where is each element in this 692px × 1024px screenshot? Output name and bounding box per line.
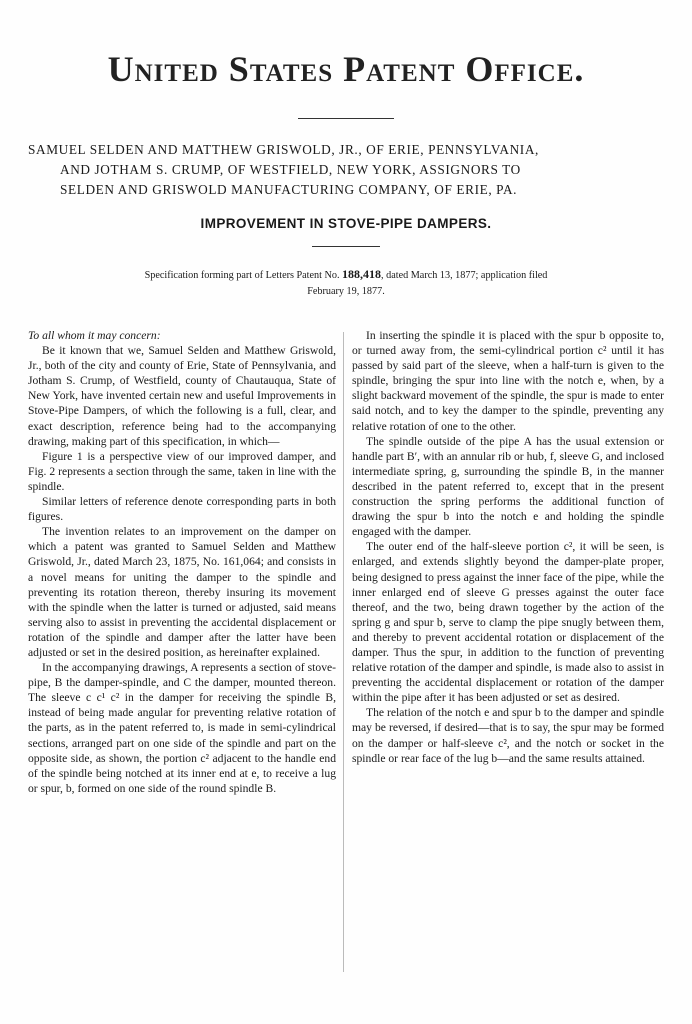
- specification-line: [40, 266, 652, 300]
- paragraph: Figure 1 is a perspective view of our improved damper, and Fig. 2 represents a section through the same, taken in line with the spindle.: [28, 449, 336, 493]
- spec-filed-date: February 19, 1877.: [307, 286, 385, 297]
- right-column: [352, 328, 664, 766]
- paragraph: The spindle outside of the pipe A has the usual extension or handle part B′, with an annular rib or hub, f, sleeve G, and inclosed intermediate spring, g, surrounding the spindle B, in the manner described in the patent referred to, except that in the present construction the spring performs the additional function of drawing the spur b into the notch e and holding the spindle engaged with the damper.: [352, 434, 664, 539]
- paragraph: Similar letters of reference denote corresponding parts in both figures.: [28, 495, 336, 524]
- patent-number: 188,418: [342, 267, 382, 281]
- assignee-block: [28, 140, 664, 200]
- spec-suffix: , dated March 13, 1877; application filed: [381, 270, 548, 281]
- paragraph: The outer end of the half-sleeve portion c², it will be seen, is enlarged, and extends slightly beyond the damper-plate proper, being designed to press against the inner face of the pipe, while the inner enlarged end of sleeve G presses against the outer face thereof, and the two, being drawn together by the action of the spring g and spur b, serve to clamp the pipe snugly between them, and thereby to prevent accidental rotation or displacement of the damper. Thus the spur, in addition to the function of preventing relative rotation of the damper and spindle, is made also to assist in preventing the accidental displacement or rotation of the damper within the pipe after it has been adjusted or set as desired.: [352, 540, 664, 705]
- assignee-line: SAMUEL SELDEN AND MATTHEW GRISWOLD, JR., OF ERIE, PENNSYLVANIA,: [28, 142, 539, 157]
- left-column: [28, 328, 336, 796]
- column-divider: [343, 332, 344, 972]
- heading-rule: [298, 118, 394, 119]
- title-rule: [312, 246, 380, 247]
- assignee-line: AND JOTHAM S. CRUMP, OF WESTFIELD, NEW YORK, ASSIGNORS TO: [60, 162, 521, 177]
- salutation: To all whom it may concern:: [28, 329, 161, 342]
- assignee-line: SELDEN AND GRISWOLD MANUFACTURING COMPANY, OF ERIE, PA.: [60, 182, 518, 197]
- paragraph: In inserting the spindle it is placed with the spur b opposite to, or turned away from, the semi-cylindrical portion c² until it has passed by said part of the sleeve, when a half-turn is given to the spindle, bringing the spur into line with the notch e, when, by a slight backward movement of the spindle, the spur is made to enter said notch, and to key the damper to the spindle, preventing any relative rotation of one to the other.: [352, 329, 664, 433]
- office-heading: United States Patent Office.: [107, 49, 585, 89]
- paragraph: Be it known that we, Samuel Selden and Matthew Griswold, Jr., both of the city and county of Erie, State of Pennsylvania, and Jotham S. Crump, of Westfield, county of Chautauqua, State of New York, have invented certain new and useful Improvements in Stove-Pipe Dampers, of which the following is a full, clear, and exact description, reference being had to the accompanying drawing, making part of this specification, in which—: [28, 344, 336, 448]
- paragraph: In the accompanying drawings, A represents a section of stove-pipe, B the damper-spindle, and C the damper, mounted thereon. The sleeve c c¹ c² in the damper for receiving the spindle B, instead of being made angular for preventing relative rotation of the parts, as in the patent referred to, is made in semi-cylindrical sections, arranged part on one side of the spindle and part on the opposite side, as shown, the portion c² adjacent to the handle end of the spindle being notched at its inner end at e, to receive a lug or spur, b, formed on one side of the round spindle B.: [28, 661, 336, 795]
- paragraph: The relation of the notch e and spur b to the damper and spindle may be reversed, if desired—that is to say, the spur may be formed on the damper or half-sleeve c², and the notch or socket in the spindle or rear face of the lug b—and the same results attained.: [352, 706, 664, 765]
- patent-title: IMPROVEMENT IN STOVE-PIPE DAMPERS.: [200, 216, 492, 231]
- paragraph: The invention relates to an improvement on the damper on which a patent was granted to Samuel Selden and Matthew Griswold, Jr., dated March 23, 1875, No. 161,064; and consists in a novel means for uniting the damper to the spindle and preventing its rotation thereon, thereby insuring its movement with the spindle when the latter is turned or adjusted, said means serving also to assist in preventing the accidental displacement or rotation of the spindle and damper after the latter have been adjusted or set in the desired position, as hereinafter explained.: [28, 525, 336, 659]
- spec-prefix: Specification forming part of Letters Patent No.: [144, 270, 340, 281]
